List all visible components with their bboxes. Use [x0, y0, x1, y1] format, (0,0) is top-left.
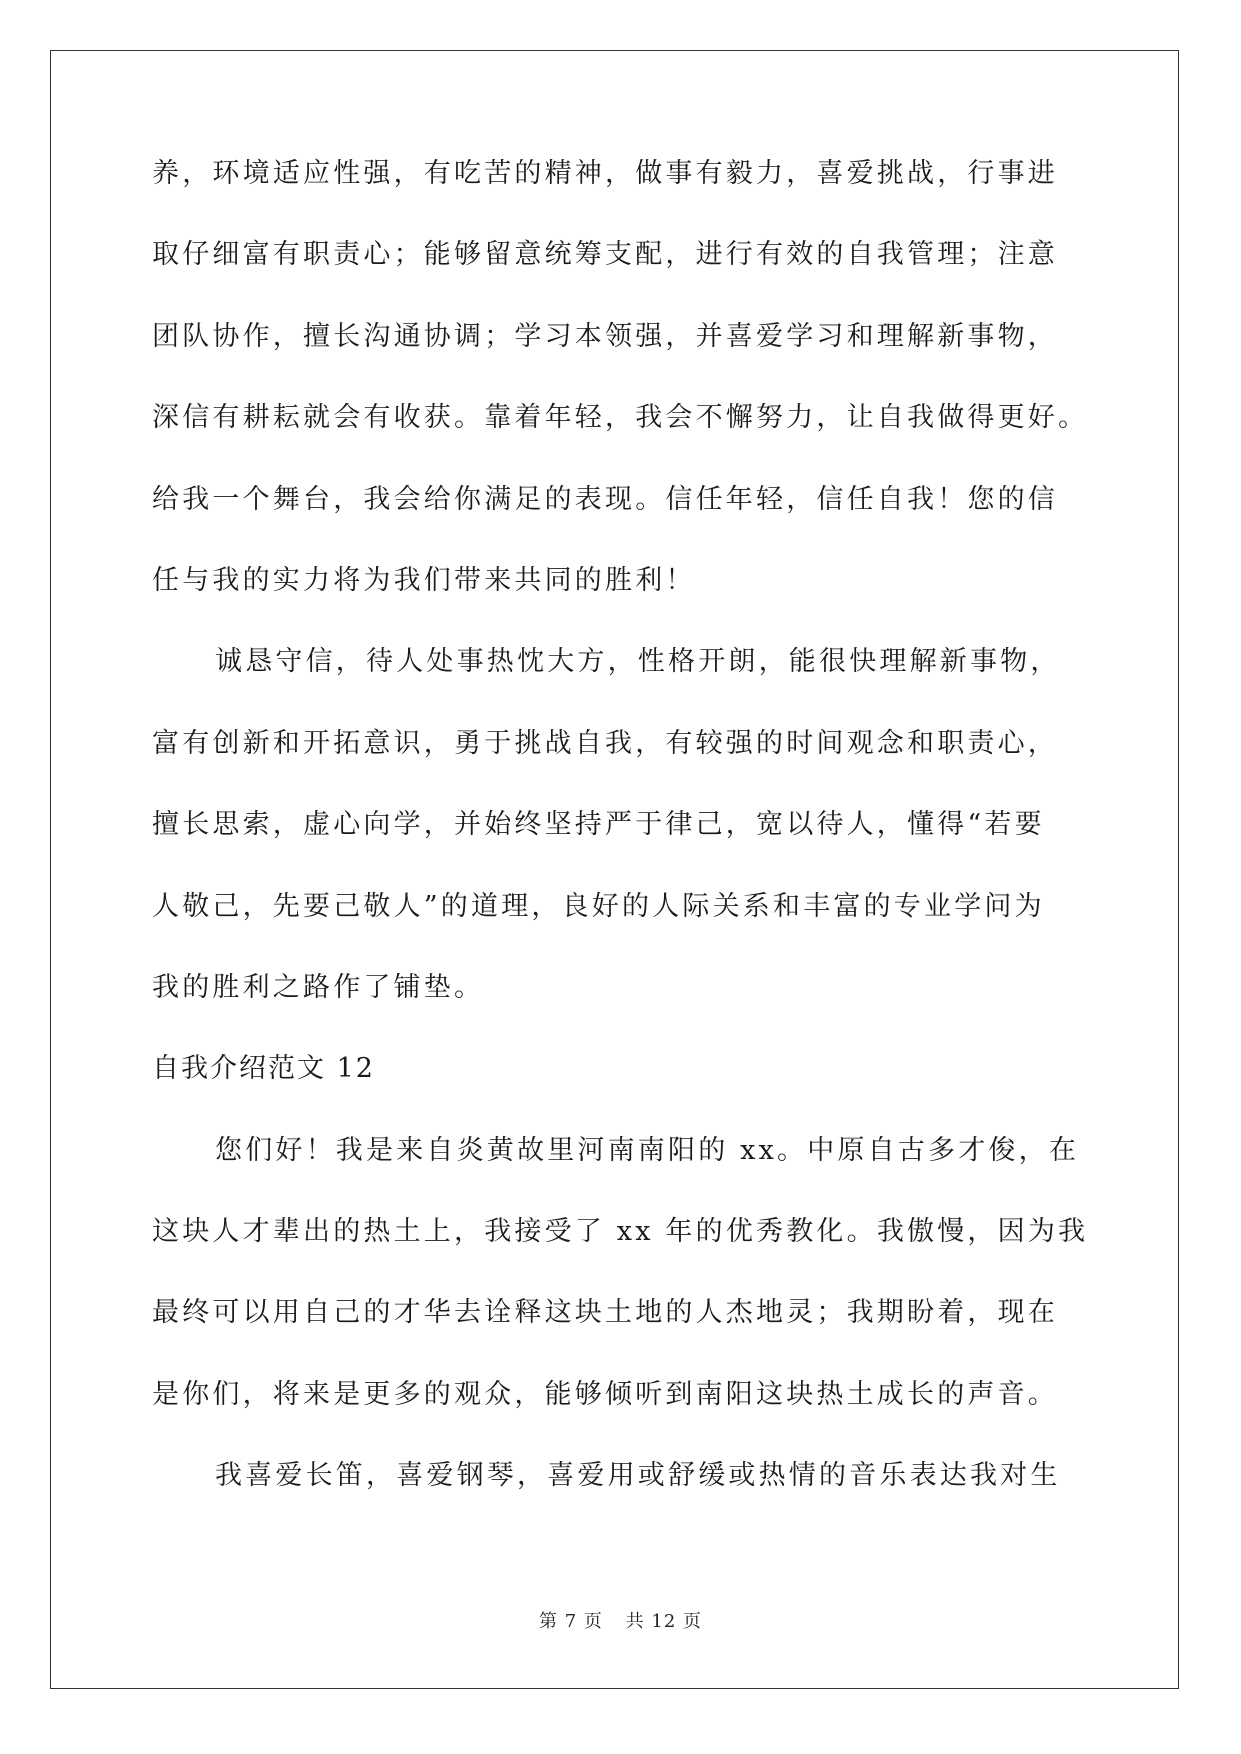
text-line: 养，环境适应性强，有吃苦的精神，做事有毅力，喜爱挑战，行事进	[152, 158, 1058, 189]
text-line: 擅长思索，虚心向学，并始终坚持严于律己，宽以待人，懂得“若要	[152, 809, 1045, 841]
text-line: 我喜爱长笛，喜爱钢琴，喜爱用或舒缓或热情的音乐表达我对生	[215, 1460, 1061, 1492]
document-body	[152, 160, 1092, 1544]
text-line: 是你们，将来是更多的观众，能够倾听到南阳这块热土成长的声音。	[152, 1378, 1058, 1410]
page-footer	[0, 1613, 1241, 1631]
paragraph-2	[152, 648, 1092, 1001]
paragraph-4	[152, 1460, 1092, 1492]
page-number: 第 7 页	[539, 1611, 603, 1632]
text-line: 这块人才辈出的热土上，我接受了 xx 年的优秀教化。我傲慢，因为我	[152, 1216, 1089, 1248]
section-heading: 自我介绍范文 12	[152, 1053, 375, 1085]
paragraph-3	[152, 1134, 1092, 1410]
text-line: 富有创新和开拓意识，勇于挑战自我，有较强的时间观念和职责心，	[152, 727, 1058, 759]
text-line: 团队协作，擅长沟通协调；学习本领强，并喜爱学习和理解新事物，	[152, 320, 1058, 352]
text-line: 取仔细富有职责心；能够留意统筹支配，进行有效的自我管理；注意	[152, 239, 1058, 271]
paragraph-1	[152, 160, 1092, 594]
text-line: 我的胜利之路作了铺垫。	[152, 971, 485, 1003]
text-line: 任与我的实力将为我们带来共同的胜利！	[152, 564, 696, 596]
total-pages: 共 12 页	[625, 1611, 702, 1632]
text-line: 诚恳守信，待人处事热忱大方，性格开朗，能很快理解新事物，	[215, 646, 1061, 678]
text-line: 最终可以用自己的才华去诠释这块土地的人杰地灵；我期盼着，现在	[152, 1297, 1058, 1329]
text-line: 给我一个舞台，我会给你满足的表现。信任年轻，信任自我！您的信	[152, 483, 1058, 515]
text-line: 您们好！我是来自炎黄故里河南南阳的 xx。中原自古多才俊，在	[215, 1134, 1080, 1166]
text-line: 深信有耕耘就会有收获。靠着年轻，我会不懈努力，让自我做得更好。	[152, 402, 1089, 434]
text-line: 人敬己，先要己敬人”的道理，良好的人际关系和丰富的专业学问为	[152, 890, 1045, 922]
